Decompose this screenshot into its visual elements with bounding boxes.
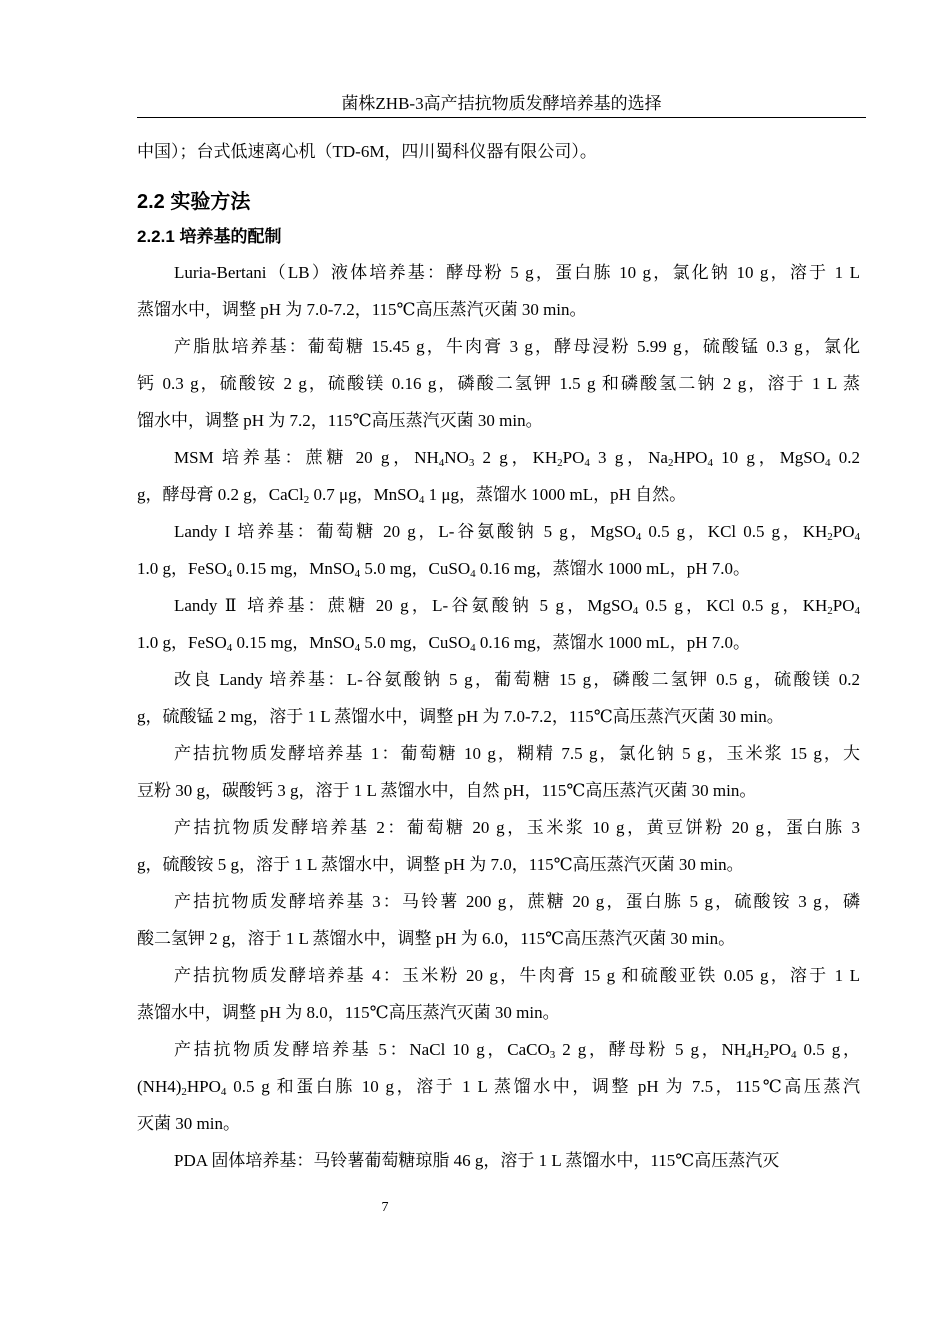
subscript: 3 [549, 1049, 556, 1061]
paragraph-list [137, 254, 860, 1179]
text-line: Luria-Bertani（LB）液体培养基：酵母粉 5 g，蛋白胨 10 g，氯化钠 10 g，溶于 1 L [174, 263, 860, 282]
subscript: 4 [226, 568, 233, 580]
page-number: 7 [381, 1200, 389, 1215]
subscript: 4 [438, 457, 445, 469]
text-line: 蒸馏水中，调整 pH 为 7.0-7.2，115℃高压蒸汽灭菌 30 min。 [137, 300, 587, 319]
subsection-heading: 2.2.1 培养基的配制 [137, 227, 282, 246]
paragraph [137, 735, 860, 809]
subscript: 3 [468, 457, 475, 469]
text-line: 1.0 g，FeSO$_4$ 0.15 mg，MnSO$_4$ 5.0 mg，CuSO$_4$ 0.16 mg，蒸馏水 1000 mL，pH 7.0。 [137, 559, 750, 580]
text-line: g，硫酸锰 2 mg，溶于 1 L 蒸馏水中，调整 pH 为 7.0-7.2，115℃高压蒸汽灭菌 30 min。 [137, 707, 784, 726]
text-line: 产拮抗物质发酵培养基 5：NaCl 10 g，CaCO$_3$ 2 g，酵母粉 5 g，$NH_4H_2PO_4$ 0.5 g， [174, 1040, 860, 1061]
text-line: 产拮抗物质发酵培养基 1：葡萄糖 10 g，糊精 7.5 g，氯化钠 5 g，玉米浆 15 g，大 [174, 744, 860, 763]
subscript: 2 [667, 457, 674, 469]
text-line: 酸二氢钾 2 g，溶于 1 L 蒸馏水中，调整 pH 为 6.0，115℃高压蒸汽灭菌 30 min。 [137, 929, 736, 948]
paragraph [137, 439, 860, 513]
subscript: 4 [220, 1086, 227, 1098]
paragraph [137, 587, 860, 661]
text-line: 1.0 g，FeSO$_4$ 0.15 mg，MnSO$_4$ 5.0 mg，CuSO$_4$ 0.16 mg，蒸馏水 1000 mL，pH 7.0。 [137, 633, 750, 654]
subscript: 4 [707, 457, 713, 469]
subscript: 2 [763, 1049, 770, 1061]
subscript: 4 [354, 568, 361, 580]
text-line: 产拮抗物质发酵培养基 3：马铃薯 200 g，蔗糖 20 g，蛋白胨 5 g，硫酸铵 3 g，磷 [174, 892, 860, 911]
subscript: 4 [470, 568, 476, 580]
text-line: MSM 培养基：蔗糖 20 g，$NH_4NO_3$ 2 g，$KH_2PO_4$ 3 g，$Na_2HPO_4$ 10 g，MgSO$_4$ 0.2 [174, 448, 860, 469]
subscript: 4 [584, 457, 590, 469]
paragraph [137, 809, 860, 883]
subscript: 4 [791, 1049, 797, 1061]
subscript: 4 [825, 457, 831, 469]
running-header: 菌株ZHB-3高产拮抗物质发酵培养基的选择 [341, 94, 662, 113]
text-line: 产拮抗物质发酵培养基 4：玉米粉 20 g，牛肉膏 15 g 和硫酸亚铁 0.05 g，溶于 1 L [174, 966, 860, 985]
text-line: 改良 Landy 培养基：L-谷氨酸钠 5 g，葡萄糖 15 g，磷酸二氢钾 0.5 g，硫酸镁 0.2 [174, 670, 860, 689]
subscript: 2 [557, 457, 563, 469]
text-line: Landy I 培养基：葡萄糖 20 g，L-谷氨酸钠 5 g，MgSO$_4$ 0.5 g，KCl 0.5 g，$KH_2PO_4$ [174, 522, 860, 543]
paragraph [137, 883, 860, 957]
subscript: 4 [854, 531, 860, 543]
paragraph [137, 513, 860, 587]
subscript: 4 [354, 642, 361, 654]
paragraph [137, 1031, 860, 1142]
paragraph [137, 661, 860, 735]
subscript: 4 [635, 531, 642, 543]
subscript: 2 [827, 531, 833, 543]
text-line: $(NH4)_2HPO_4$ 0.5 g 和蛋白胨 10 g，溶于 1 L 蒸馏水中，调整 pH 为 7.5，115℃高压蒸汽 [137, 1077, 860, 1098]
text-line: 馏水中，调整 pH 为 7.2，115℃高压蒸汽灭菌 30 min。 [137, 411, 543, 430]
subscript: 4 [226, 642, 233, 654]
paragraph [137, 328, 860, 439]
section-heading: 2.2 实验方法 [137, 191, 251, 213]
paragraph [137, 957, 860, 1031]
header-rule [137, 117, 866, 118]
subscript: 4 [854, 605, 860, 617]
text-line: Landy Ⅱ 培养基：蔗糖 20 g，L-谷氨酸钠 5 g，MgSO$_4$ 0.5 g，KCl 0.5 g，$KH_2PO_4$ [174, 596, 860, 617]
subscript: 4 [746, 1049, 752, 1061]
paragraph [137, 254, 860, 328]
text-line: g，酵母膏 0.2 g，CaCl$_2$ 0.7 μg，MnSO$_4$ 1 μg，蒸馏水 1000 mL，pH 自然。 [137, 485, 687, 506]
subscript: 2 [181, 1086, 187, 1098]
text-line: PDA 固体培养基：马铃薯葡萄糖琼脂 46 g，溶于 1 L 蒸馏水中，115℃高压蒸汽灭 [174, 1151, 780, 1170]
text-line: 豆粉 30 g，碳酸钙 3 g，溶于 1 L 蒸馏水中，自然 pH，115℃高压蒸汽灭菌 30 min。 [137, 781, 757, 800]
intro-line: 中国）；台式低速离心机（TD-6M，四川蜀科仪器有限公司）。 [137, 142, 597, 161]
subscript: 2 [827, 605, 833, 617]
text-line: g，硫酸铵 5 g，溶于 1 L 蒸馏水中，调整 pH 为 7.0，115℃高压蒸汽灭菌 30 min。 [137, 855, 744, 874]
text-line: 钙 0.3 g，硫酸铵 2 g，硫酸镁 0.16 g，磷酸二氢钾 1.5 g 和磷酸氢二钠 2 g，溶于 1 L 蒸 [137, 374, 860, 393]
subscript: 4 [470, 642, 476, 654]
subscript: 4 [632, 605, 639, 617]
body-text [137, 133, 860, 1179]
subscript: 4 [418, 494, 425, 506]
text-line: 灭菌 30 min。 [137, 1114, 240, 1133]
text-line: 产拮抗物质发酵培养基 2：葡萄糖 20 g，玉米浆 10 g，黄豆饼粉 20 g，蛋白胨 3 [174, 818, 860, 837]
text-line: 产脂肽培养基：葡萄糖 15.45 g，牛肉膏 3 g，酵母浸粉 5.99 g，硫酸锰 0.3 g，氯化 [174, 337, 860, 356]
text-line: 蒸馏水中，调整 pH 为 8.0，115℃高压蒸汽灭菌 30 min。 [137, 1003, 560, 1022]
paragraph [137, 1142, 860, 1179]
subscript: 2 [303, 494, 310, 506]
